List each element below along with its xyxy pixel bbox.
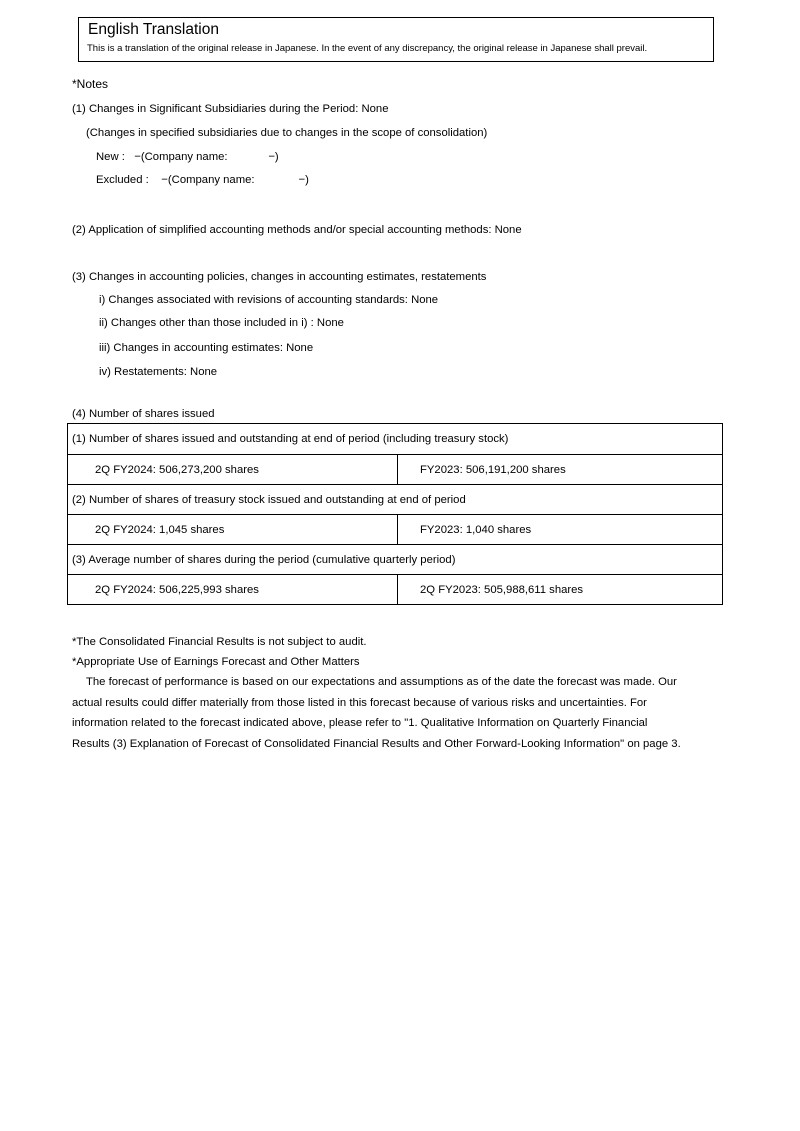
table-header-text: (2) Number of shares of treasury stock issued and outstanding at end of period: [72, 493, 466, 506]
shares-table: [67, 423, 723, 605]
note-policies-i: i) Changes associated with revisions of accounting standards: None: [99, 294, 439, 306]
table-header-text: (1) Number of shares issued and outstanding at end of period (including treasury stock): [72, 433, 509, 445]
table-header-text: (3) Average number of shares during the period (cumulative quarterly period): [72, 553, 456, 566]
forecast-line: Results (3) Explanation of Forecast of Consolidated Financial Results and Other Forward-Looking Information" on page 3.: [72, 737, 681, 750]
translation-title: English Translation: [88, 21, 219, 38]
english-translation-box: [78, 17, 714, 62]
cell-value: 2Q FY2024: 1,045 shares: [95, 523, 225, 536]
table-cell-current: [68, 455, 398, 484]
table-row: [68, 514, 722, 544]
note-policies-ii: ii) Changes other than those included in i) : None: [99, 317, 344, 329]
note-policies-iv: iv) Restatements: None: [99, 366, 218, 378]
table-row-header: [68, 424, 722, 454]
cell-value: FY2023: 1,040 shares: [420, 523, 532, 536]
forecast-line: actual results could differ materially from those listed in this forecast because of various risks and uncertainties. For: [72, 696, 647, 709]
forecast-line: The forecast of performance is based on our expectations and assumptions as of the date the forecast was made. Our: [86, 676, 677, 688]
table-cell-prior: [398, 575, 722, 604]
cell-value: 2Q FY2023: 505,988,611 shares: [420, 583, 584, 596]
note-subsidiaries: (1) Changes in Significant Subsidiaries during the Period: None: [72, 103, 389, 115]
cell-value: 2Q FY2024: 506,225,993 shares: [95, 583, 259, 596]
forecast-line: information related to the forecast indicated above, please refer to "1. Qualitative Information on Quarterly Financial: [72, 717, 648, 730]
table-cell-current: [68, 575, 398, 604]
note-policies-iii: iii) Changes in accounting estimates: None: [99, 342, 314, 354]
note-shares-issued-heading: (4) Number of shares issued: [72, 408, 215, 420]
audit-note: *The Consolidated Financial Results is not subject to audit.: [72, 636, 367, 648]
table-cell-current: [68, 515, 398, 544]
note-subsidiaries-sub: (Changes in specified subsidiaries due to changes in the scope of consolidation): [86, 127, 488, 139]
note-accounting-methods: (2) Application of simplified accounting methods and/or special accounting methods: None: [72, 224, 522, 236]
table-cell-prior: [398, 515, 722, 544]
forecast-heading: *Appropriate Use of Earnings Forecast and Other Matters: [72, 656, 360, 668]
table-cell-prior: [398, 455, 722, 484]
cell-value: 2Q FY2024: 506,273,200 shares: [95, 463, 259, 476]
table-row: [68, 574, 722, 604]
translation-disclaimer: This is a translation of the original release in Japanese. In the event of any discrepancy, the original release in Japanese shall prevail.: [87, 43, 648, 54]
notes-heading: *Notes: [72, 77, 109, 91]
table-row-header: [68, 484, 722, 514]
table-row-header: [68, 544, 722, 574]
table-row: [68, 454, 722, 484]
note-subsidiaries-excluded: Excluded : −(Company name: −): [96, 174, 309, 186]
forecast-paragraph: [72, 672, 752, 754]
cell-value: FY2023: 506,191,200 shares: [420, 463, 566, 476]
note-subsidiaries-new: New : −(Company name: −): [96, 151, 279, 163]
note-accounting-policies: (3) Changes in accounting policies, changes in accounting estimates, restatements: [72, 271, 487, 283]
